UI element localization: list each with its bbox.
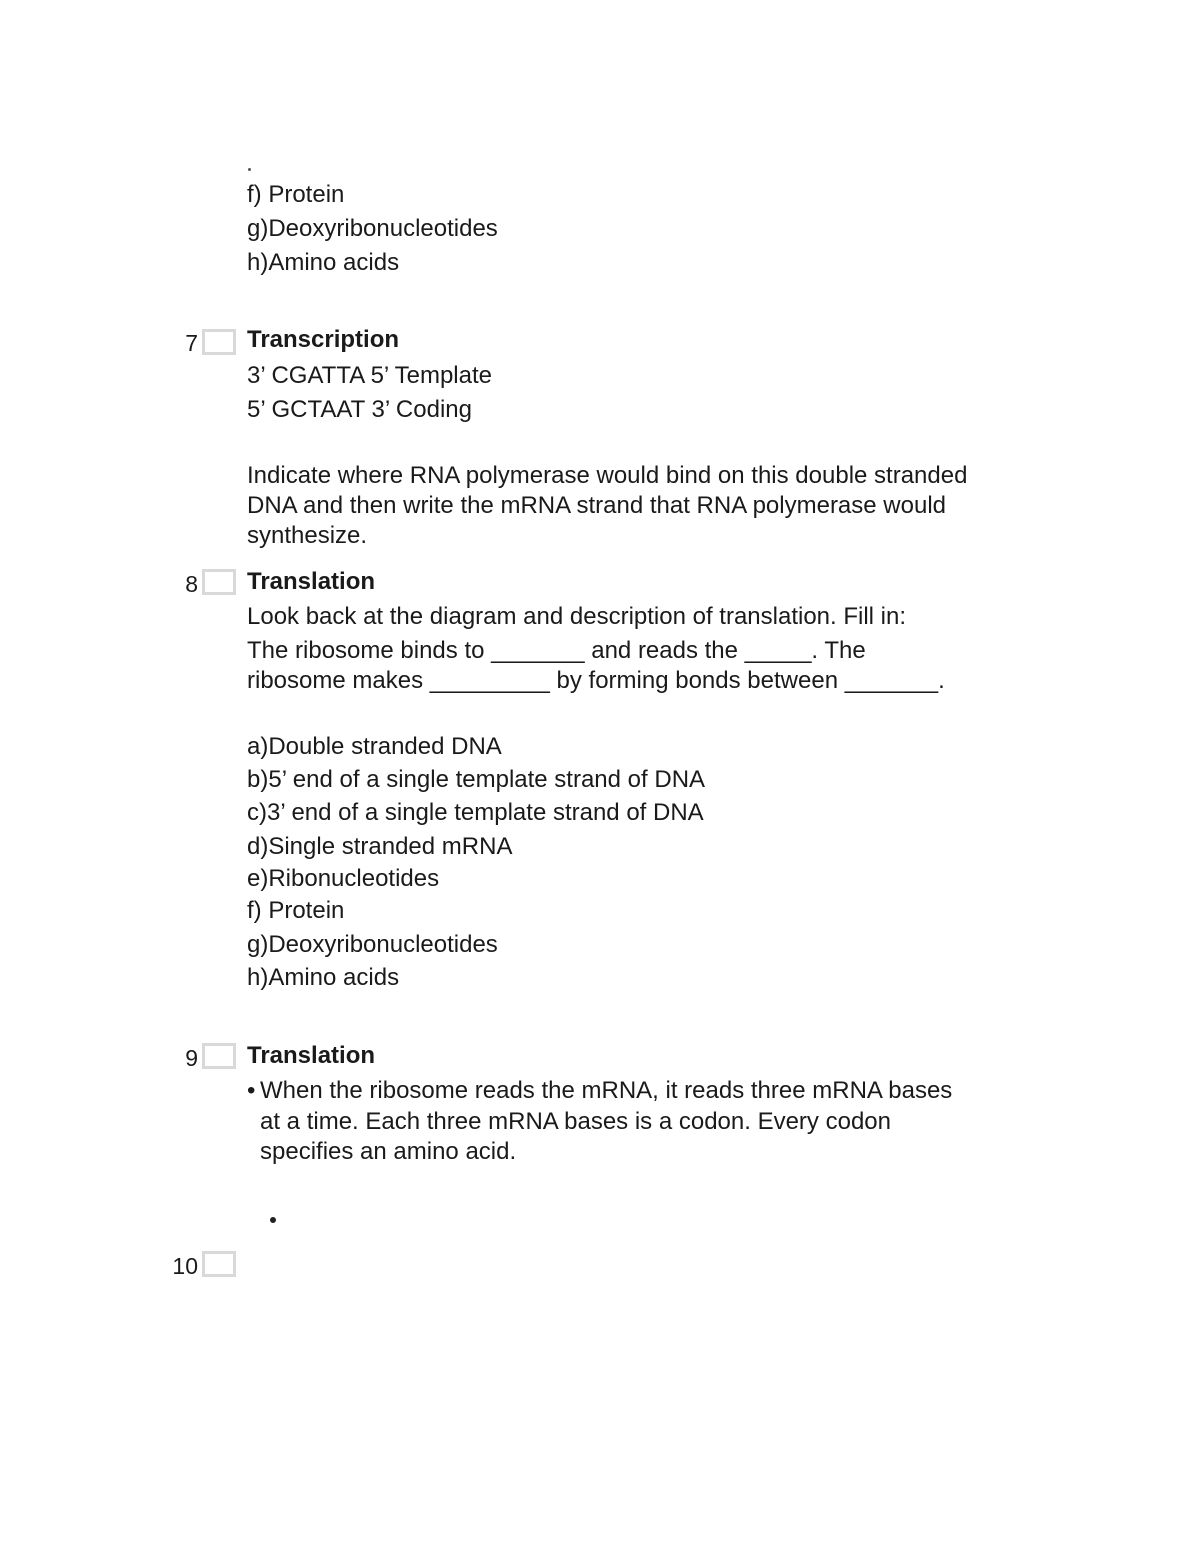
answer-option: e)Ribonucleotides — [247, 865, 440, 892]
question-marker-box — [202, 1043, 236, 1069]
bullet-text-line: specifies an amino acid. — [260, 1138, 517, 1165]
question-marker-box — [202, 1251, 236, 1277]
fill-in-line: ribosome makes _________ by forming bonds between _______. — [247, 667, 945, 694]
instruction-line: synthesize. — [247, 522, 368, 549]
answer-option: f) Protein — [247, 897, 345, 924]
dna-template-strand: 3’ CGATTA 5’ Template — [247, 362, 492, 389]
instruction-line: Indicate where RNA polymerase would bind on this double stranded — [247, 462, 968, 489]
dna-coding-strand: 5’ GCTAAT 3’ Coding — [247, 396, 472, 423]
question-marker-box — [202, 569, 236, 595]
bullet-text-line: at a time. Each three mRNA bases is a codon. Every codon — [260, 1108, 891, 1135]
question-number: 9 — [185, 1045, 198, 1071]
question-intro: Look back at the diagram and description of translation. Fill in: — [247, 603, 907, 630]
answer-option: c)3’ end of a single template strand of DNA — [247, 799, 704, 826]
question-title: Transcription — [247, 326, 400, 353]
instruction-line: DNA and then write the mRNA strand that RNA polymerase would — [247, 492, 946, 519]
top-list-item: h)Amino acids — [247, 249, 400, 276]
question-title: Translation — [247, 568, 376, 595]
bullet-text-line: When the ribosome reads the mRNA, it reads three mRNA bases — [260, 1077, 953, 1104]
stray-mark — [248, 168, 251, 171]
question-number: 8 — [185, 571, 198, 597]
question-marker-box — [202, 329, 236, 355]
bullet-point: • — [247, 1077, 256, 1104]
top-list-item: f) Protein — [247, 181, 345, 208]
answer-option: b)5’ end of a single template strand of DNA — [247, 766, 706, 793]
fill-in-line: The ribosome binds to _______ and reads the _____. The — [247, 637, 866, 664]
top-list-item: g)Deoxyribonucleotides — [247, 215, 498, 242]
empty-bullet-point — [270, 1217, 276, 1223]
question-title: Translation — [247, 1042, 376, 1069]
answer-option: h)Amino acids — [247, 964, 400, 991]
answer-option: d)Single stranded mRNA — [247, 833, 513, 860]
answer-option: g)Deoxyribonucleotides — [247, 931, 498, 958]
answer-option: a)Double stranded DNA — [247, 733, 502, 760]
question-number: 10 — [172, 1253, 198, 1279]
question-number: 7 — [185, 330, 198, 356]
